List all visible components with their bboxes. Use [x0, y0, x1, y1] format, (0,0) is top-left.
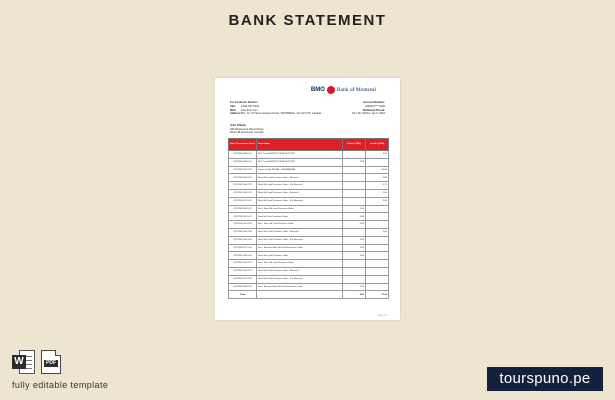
column-header-date: Date (Transaction Date) [229, 139, 257, 151]
cell-debit [343, 189, 366, 197]
table-row [229, 283, 389, 291]
word-badge: W [12, 355, 26, 369]
transactions-table [228, 138, 389, 299]
cell-debit [343, 174, 366, 182]
pdf-corner-fold [55, 350, 61, 356]
table-total-row [229, 291, 389, 299]
cs-value: 119 - St. 07 Notre-Jacques Ouest, MONTREAL, QC H2Y2T0, Canada [240, 112, 322, 116]
cell-debit: 2.40 [343, 252, 366, 260]
cell-credit [366, 275, 389, 283]
table-row [229, 260, 389, 268]
cell-date: 12/21/2023 07:24:41 [229, 197, 257, 205]
cell-credit: 4.88 [366, 174, 389, 182]
cell-description: Fee - New Gift Card Purchase Order [257, 260, 343, 268]
total-credit: 17.00 [366, 291, 389, 299]
total-label: Total [229, 291, 257, 299]
cell-credit [366, 267, 389, 275]
table-row [229, 236, 389, 244]
cs-value: www.bmo.com [240, 108, 258, 112]
cell-credit: 2.90 [366, 189, 389, 197]
cell-debit [343, 275, 366, 283]
cell-credit [366, 283, 389, 291]
table-row [229, 252, 389, 260]
total-spacer [257, 291, 343, 299]
cell-description: EFT Credit 1RTBP79-9978-XFT-FTRL [257, 158, 343, 166]
cell-date: 12/22/2023 07:17:44 [229, 244, 257, 252]
cell-debit [343, 228, 366, 236]
cell-date: 12/24/2023 08:06:14 [229, 283, 257, 291]
cell-description: Next Gift Card Purchase Order - Reversal [257, 174, 343, 182]
bank-name: Bank of Montreal [336, 87, 376, 93]
cell-description: Interac Credit PAYPAL - MEDIAMERA [257, 166, 343, 174]
cell-date: 12/19/2023 05:47:28 [229, 166, 257, 174]
cell-description: Next Gift Card Purchase Order - Pre Reversal [257, 275, 343, 283]
cell-credit [366, 260, 389, 268]
cell-credit [366, 252, 389, 260]
cell-description: Next Gift Card Purchase Order - Reversal [257, 228, 343, 236]
bank-logo [311, 86, 376, 94]
cs-label: Call: [230, 104, 236, 108]
cell-date: 12/21/2023 04:27:98 [229, 221, 257, 229]
cell-credit: 3.00 [366, 197, 389, 205]
cell-date: 12/21/2023 06:07:47 [229, 182, 257, 190]
table-row [229, 189, 389, 197]
cell-description: Fee - Reversal New Gift Card Purchase Order [257, 283, 343, 291]
bank-short-name: BMO [310, 87, 325, 93]
cell-description: Fee - New Gift Card Purchase Order [257, 205, 343, 213]
cell-credit: 8.62 [366, 151, 389, 159]
page-title: BANK STATEMENT [228, 12, 387, 29]
table-row [229, 267, 389, 275]
format-icons [12, 350, 61, 374]
column-header-debits: Debits (CAD) [343, 139, 366, 151]
table-row [229, 166, 389, 174]
customer-service-block [230, 101, 321, 116]
cell-description: EFT Credit 1RTBP79-9978-XFT-FTRL [257, 151, 343, 159]
cell-debit [343, 260, 366, 268]
cell-description: Next Gift Card Purchase Order [257, 252, 343, 260]
account-block [352, 101, 385, 116]
cell-description: Next Gift Card Purchase Order - Pre Reversal [257, 236, 343, 244]
cell-debit: 2.80 [343, 244, 366, 252]
holder-address-line: 280 Westmount Street Street, [230, 127, 265, 131]
customer-service-heading: For Customer Service: [230, 101, 258, 104]
holder-address-line: West Hill Vancouver, Canada [230, 131, 264, 135]
table-row [229, 244, 389, 252]
statement-period-value: Dec 18, 2023 to Jan 5, 2024 [352, 112, 385, 116]
transactions-body [229, 151, 389, 291]
table-row [229, 197, 389, 205]
cell-description: Next Gift Card Purchase Order - Pre Reversal [257, 197, 343, 205]
word-file-icon [12, 350, 35, 374]
cs-label: Address: [230, 112, 242, 116]
cell-debit [343, 197, 366, 205]
cell-description: Next Gift Card Purchase Order - Pre Reversal [257, 182, 343, 190]
holder-name: John O'Bank [230, 124, 246, 127]
account-number-label: Account Number: [363, 101, 385, 104]
cell-date: 12/21/2023 09:14:41 [229, 213, 257, 221]
cell-credit [366, 213, 389, 221]
table-row [229, 221, 389, 229]
cell-credit [366, 221, 389, 229]
cell-date: 12/23/2023 08:06:14 [229, 252, 257, 260]
table-row [229, 213, 389, 221]
roundel-icon [327, 86, 335, 94]
cell-debit: 2.80 [343, 213, 366, 221]
cell-description: Next Gift Card Purchase Order - Reversal [257, 267, 343, 275]
pdf-file-icon [41, 350, 61, 374]
cell-date: 12/18/2023 08:07:00 [229, 151, 257, 159]
cell-debit [343, 151, 366, 159]
cell-debit [343, 267, 366, 275]
cell-credit [366, 158, 389, 166]
cell-debit: 2.88 [343, 158, 366, 166]
cell-date: 12/18/2023 08:07:00 [229, 158, 257, 166]
table-row [229, 151, 389, 159]
cell-date: 12/24/2023 07:02:04 [229, 275, 257, 283]
table-header-row [229, 139, 389, 151]
cell-date: 12/21/2023 08:19:47 [229, 205, 257, 213]
cell-date: 12/23/2023 06:14:17 [229, 267, 257, 275]
table-row [229, 182, 389, 190]
account-holder-block [230, 124, 264, 135]
page-number: Page 1/1 [377, 315, 387, 317]
cell-debit: 2.00 [343, 236, 366, 244]
cell-description: Fee - New Gift Card Purchase Order [257, 221, 343, 229]
cell-credit: 26.04 [366, 166, 389, 174]
cell-debit [343, 166, 366, 174]
cell-debit: 0.00 [343, 283, 366, 291]
cell-credit: 0.72 [366, 182, 389, 190]
total-debit: 8.90 [343, 291, 366, 299]
account-number-value: 2262227****3409 [365, 104, 385, 108]
cs-label: Web: [230, 108, 237, 112]
cell-description: Fee - Reversal New Gift Card Purchase Order [257, 244, 343, 252]
cs-value: 1-844-837-5216 [240, 104, 260, 108]
statement-period-label: Statement Period: [362, 108, 385, 112]
cell-credit: 2.00 [366, 228, 389, 236]
cell-credit [366, 236, 389, 244]
editable-caption: fully editable template [12, 380, 109, 390]
cell-credit [366, 205, 389, 213]
cell-debit [343, 182, 366, 190]
statement-document [215, 78, 400, 320]
watermark-badge: tourspuno.pe [487, 367, 603, 391]
pdf-badge: PDF [46, 360, 56, 366]
column-header-description: Description [257, 139, 343, 151]
cell-debit: 0.90 [343, 205, 366, 213]
cell-description: Next Gift Card Purchase Order [257, 213, 343, 221]
table-row [229, 158, 389, 166]
cell-description: Next Gift Card Purchase Order - Reversal [257, 189, 343, 197]
table-row [229, 205, 389, 213]
cell-credit [366, 244, 389, 252]
table-row [229, 174, 389, 182]
cell-date: 12/22/2023 04:27:98 [229, 228, 257, 236]
table-row [229, 228, 389, 236]
cell-date: 12/23/2023 06:14:17 [229, 260, 257, 268]
cell-date: 12/22/2023 06:21:04 [229, 236, 257, 244]
cell-debit: 0.60 [343, 221, 366, 229]
cell-date: 12/21/2023 06:47:41 [229, 189, 257, 197]
table-row [229, 275, 389, 283]
column-header-credits: Credits (CAD) [366, 139, 389, 151]
cell-date: 12/21/2023 03:06:04 [229, 174, 257, 182]
